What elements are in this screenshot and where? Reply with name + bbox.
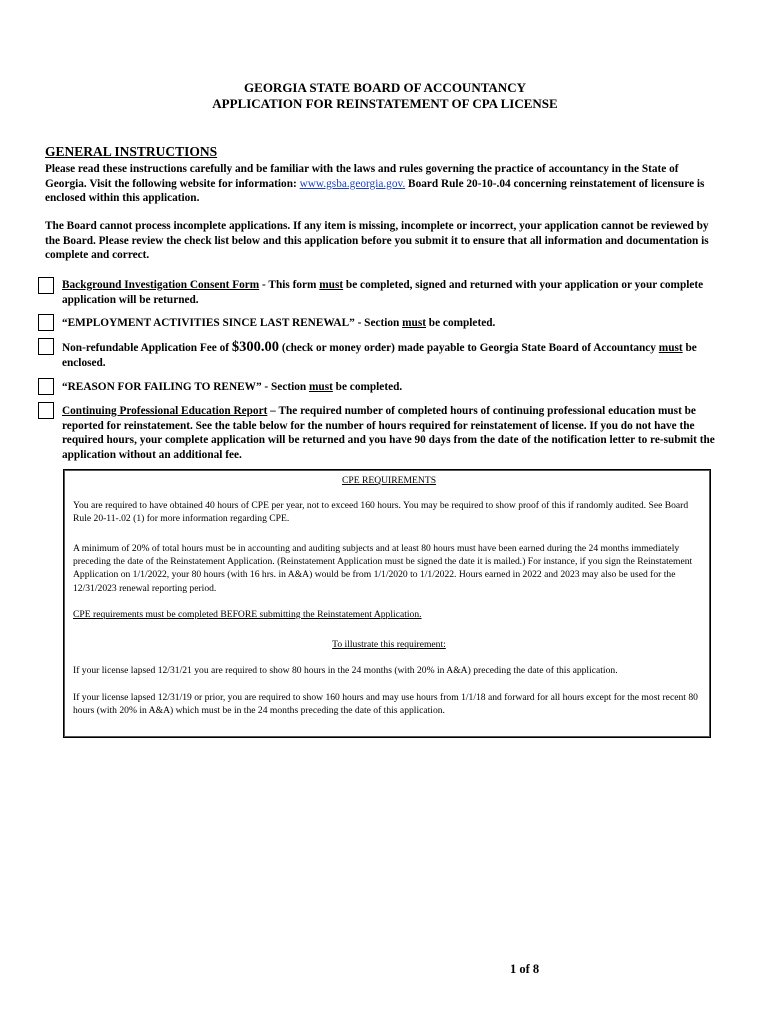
item3-text-b: (check or money order) made payable to Georgia State Board of Accountancy — [279, 342, 659, 354]
item3-must: must — [658, 342, 683, 354]
general-instructions-heading: GENERAL INSTRUCTIONS — [45, 144, 218, 159]
instructions-text-b: Board Rule 20-10-.04 concerning reinstatement of licensure is enclosed within this application. — [45, 177, 705, 205]
item1-text-b: be completed, signed and returned with your application or your complete application will be returned. — [62, 279, 704, 306]
cpe-title: CPE REQUIREMENTS — [341, 475, 437, 486]
item2-text-b: be completed. — [425, 317, 496, 329]
cpe-paragraph-4: To illustrate this requirement: — [332, 639, 446, 650]
item2-must: must — [402, 317, 426, 329]
item5-text-b: – The required number of completed hours of continuing professional education must be reported for reinstatement. See the table below for the number of hours required for reinstatement of license. If you do not have the required hours, your complete application will be returned and you have 90 days from the date of the notification letter to re-submit the application without an additional fee. — [62, 405, 715, 461]
checkbox-employment-activities[interactable] — [38, 314, 54, 331]
checklist-item-cpe-report — [62, 404, 722, 462]
checkbox-background-investigation[interactable] — [38, 277, 54, 294]
checklist-item-application-fee — [62, 340, 722, 370]
instructions-paragraph-1 — [45, 162, 715, 206]
checklist-item-employment-activities — [62, 316, 722, 331]
item3-text-c: be enclosed. — [62, 342, 697, 369]
instructions-paragraph-2: The Board cannot process incomplete applications. If any item is missing, incomplete or incorrect, your application cannot be reviewed by the Board. Please review the check list below and this application before you submit it to ensure that all information and documentation is complete and correct. — [45, 220, 709, 262]
cpe-paragraph-2: A minimum of 20% of total hours must be in accounting and auditing subjects and at least 80 hours must have been earned during the 24 months immediately preceding the date of the Reinstatement Application. (Reinstatement Application must be signed the date it is mailed.) For instance, if you sign the Reinstatement Application on 1/1/2022, your 80 hours (with 16 hrs. in A&A) would be from 1/1/2020 to 1/1/2022. Hours earned in 2022 and 2023 may also be used for the 12/31/2023 renewal reporting period. — [73, 543, 693, 594]
instructions-text-a: Please read these instructions carefully and be familiar with the laws and rules governing the practice of accountancy in the State of Georgia. Visit the following website for information: — [45, 163, 679, 190]
cpe-paragraph-6: If your license lapsed 12/31/19 or prior, you are required to show 160 hours and may use hours from 1/1/18 and forward for all hours except for the most recent 80 hours (with 20% in A&A) which must be in the 24 months preceding the date of this application. — [73, 692, 698, 717]
checklist-item-reason-failing-renew — [62, 380, 722, 395]
cpe-paragraph-5: If your license lapsed 12/31/21 you are required to show 80 hours in the 24 months (with 20% in A&A) preceding the date of this application. — [73, 665, 618, 676]
application-title: APPLICATION FOR REINSTATEMENT OF CPA LICENSE — [212, 96, 558, 111]
cpe-requirements-box — [63, 469, 711, 738]
board-title: GEORGIA STATE BOARD OF ACCOUNTANCY — [244, 80, 526, 95]
item5-title: Continuing Professional Education Report — [62, 405, 268, 417]
item3-text-a: Non-refundable Application Fee of — [62, 342, 232, 354]
item4-text-b: be completed. — [332, 381, 403, 393]
cpe-paragraph-1: You are required to have obtained 40 hours of CPE per year, not to exceed 160 hours. You may be required to show proof of this if randomly audited. See Board Rule 20-11-.02 (1) for more information regarding CPE. — [73, 500, 689, 525]
item1-must: must — [319, 279, 344, 291]
item1-title: Background Investigation Consent Form — [62, 279, 260, 291]
item4-text-a: “REASON FOR FAILING TO RENEW” - Section — [62, 381, 309, 393]
application-fee-amount: $300.00 — [231, 339, 280, 355]
checkbox-cpe-report[interactable] — [38, 402, 54, 419]
item4-must: must — [309, 381, 333, 393]
item1-text-a: - This form — [259, 279, 320, 291]
cpe-paragraph-3: CPE requirements must be completed BEFORE submitting the Reinstatement Application. — [73, 609, 422, 620]
page-number: 1 of 8 — [510, 962, 540, 976]
checkbox-application-fee[interactable] — [38, 338, 54, 355]
checkbox-reason-failing-renew[interactable] — [38, 378, 54, 395]
item2-text-a: “EMPLOYMENT ACTIVITIES SINCE LAST RENEWAL” - Section — [62, 317, 403, 329]
checklist-item-background-investigation — [62, 278, 722, 307]
gsba-website-link[interactable]: www.gsba.georgia.gov. — [299, 177, 406, 190]
